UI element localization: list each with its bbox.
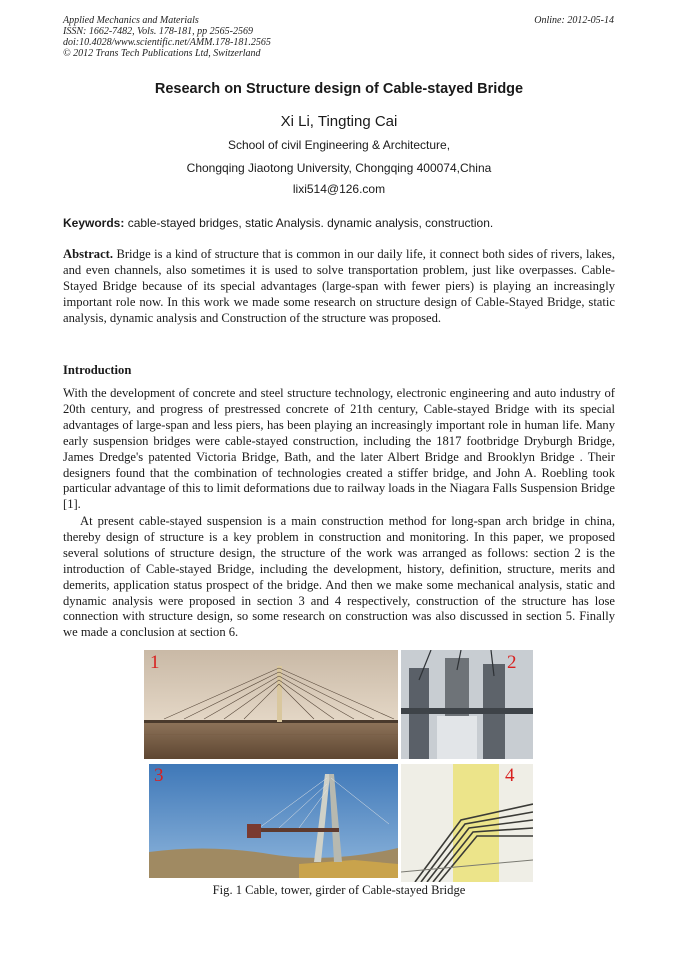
doi-line: doi:10.4028/www.scientific.net/AMM.178-181.2565 <box>63 37 271 48</box>
bridge-construction-photo <box>149 764 398 878</box>
keywords <box>63 216 615 230</box>
running-header <box>63 15 614 59</box>
figure-photo-2 <box>401 650 533 759</box>
figure-photo-3 <box>149 764 398 878</box>
intro-paragraph-2: At present cable-stayed suspension is a main construction method for long-span arch bridge in china, thereby design of structure is a key problem in construction and monitoring. In this paper, we proposed several solutions of structure design, the structure of the work was arranged as follows: section 2 is the introduction of Cable-stayed Bridge, including the development, history, definition, structure, merits and demerits, application status prospect of the bridge. And then we make some mechanical analysis, static and dynamic analysis were proposed in section 3 and 4 respectively, construction of the structure has lose connection with structure design, so some research on construction was also discussed in section 5. Finally we made a conclusion at section 6. <box>63 514 615 640</box>
online-date: Online: 2012-05-14 <box>534 15 614 26</box>
section-heading-introduction: Introduction <box>63 363 132 377</box>
author-email: lixi514@126.com <box>292 182 386 196</box>
issn-line: ISSN: 1662-7482, Vols. 178-181, pp 2565-2569 <box>63 26 253 37</box>
figure-caption: Fig. 1 Cable, tower, girder of Cable-stayed Bridge <box>212 883 466 897</box>
affiliation-line-2: Chongqing Jiaotong University, Chongqing 400074,China <box>186 161 492 175</box>
abstract-label: Abstract. <box>63 247 114 261</box>
keywords-label: Keywords: <box>63 216 125 230</box>
abstract <box>63 247 615 327</box>
figure-label-2: 2 <box>507 652 517 673</box>
figure-photo-4 <box>401 764 533 882</box>
cable-stayed-bridge-river-photo <box>144 650 398 759</box>
journal-name: Applied Mechanics and Materials <box>63 15 199 26</box>
keywords-text: cable-stayed bridges, static Analysis. dynamic analysis, construction. <box>124 216 494 230</box>
copyright-line: © 2012 Trans Tech Publications Ltd, Switzerland <box>63 48 261 59</box>
figure-label-4: 4 <box>505 765 515 786</box>
abstract-text: Bridge is a kind of structure that is common in our daily life, it connect both sides of rivers, lakes, and even channels, also sometimes it is used to solve transportation problem, just like overpasses. Cable-Stayed Bridge because of its special advantages (large-span with fewer piers) is playing an increasingly important role now. In this work we made some research on structure design of Cable-Stayed Bridge, static analysis, dynamic analysis and Construction of the structure was proposed. <box>63 247 615 325</box>
affiliation-line-1: School of civil Engineering & Architecture, <box>227 138 451 152</box>
paper-title: Research on Structure design of Cable-stayed Bridge <box>154 81 524 97</box>
intro-paragraph-1: With the development of concrete and steel structure technology, electronic engineering and auto industry of 20th century, and progress of prestressed concrete of 21th century, Cable-stayed Bridge with its special advantages of large-span and less piers, has been playing an increasingly important role in human life. Many early suspension bridges were cable-stayed construction, including the 1817 footbridge Dryburgh Bridge, James Dredge's patented Victoria Bridge, Bath, and the later Albert Bridge and Brooklyn Bridge . Their designers found that the combination of technologies created a stiffer bridge, and John A. Roebling took particular advantage of this to limit deformations due to railway loads in the Niagara Falls Suspension Bridge [1]. <box>63 386 615 512</box>
figure-label-1: 1 <box>150 652 160 673</box>
figure-label-3: 3 <box>154 765 164 786</box>
paper-authors: Xi Li, Tingting Cai <box>280 113 398 130</box>
figure-photo-1 <box>144 650 398 759</box>
